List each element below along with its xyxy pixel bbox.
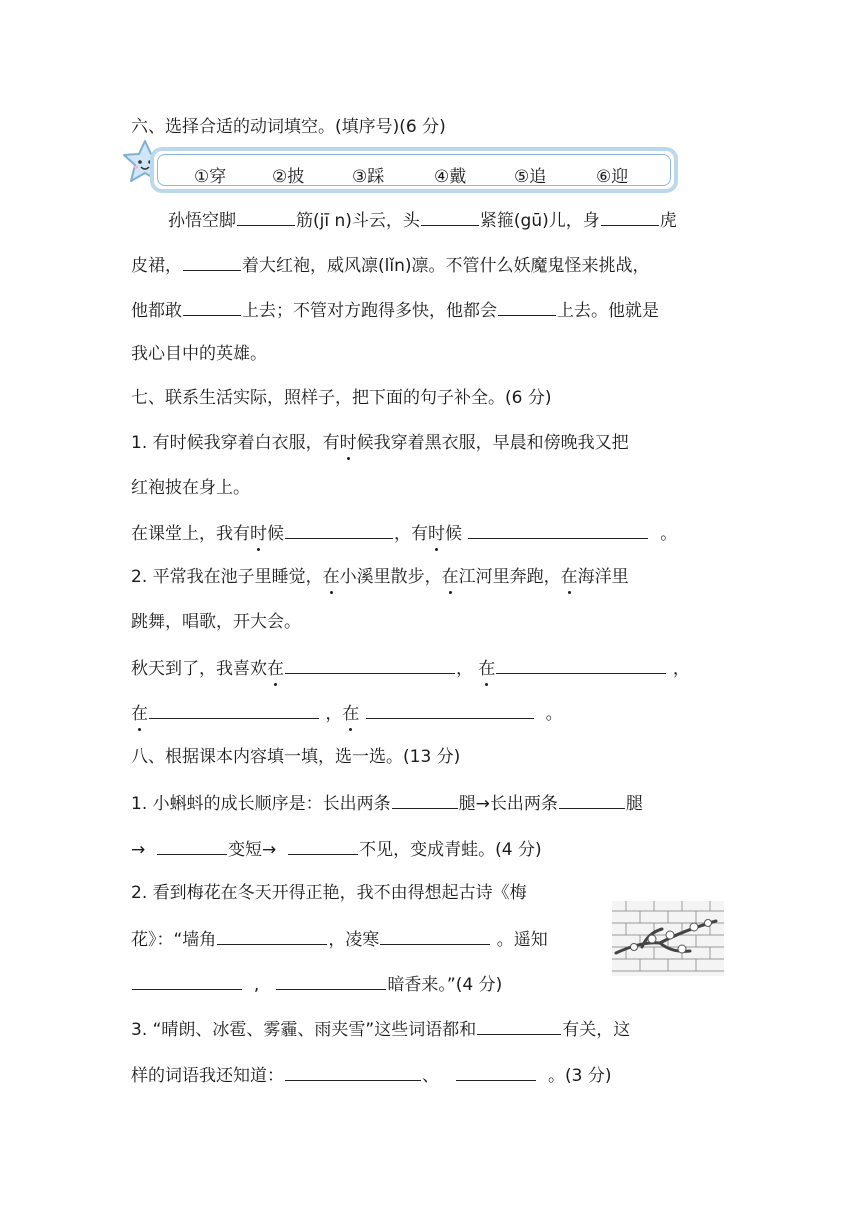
s7-q2-line-2: 跳舞，唱歌，开大会。 [131,612,301,632]
answer-blank[interactable] [456,1062,536,1081]
s7-q2-line-1: 2. 平常我在池子里睡觉，在小溪里散步，在江河里奔跑，在海洋里 [131,567,629,587]
s8-q2-line-2: 花》：“墙角 ，凌寒 。遥知 [131,926,548,952]
options-box [150,147,678,193]
s8-q2-line-3: , 暗香来。”(4 分) [131,971,502,997]
s7-q2-fill-line-1: 秋天到了，我喜欢在 ， 在 ， [131,655,690,681]
answer-blank[interactable] [421,207,479,226]
s8-q3-line-1: 3. “晴朗、冰雹、雾霾、雨夹雪”这些词语都和 有关，这 [131,1016,630,1042]
s6-paragraph-line-3: 他都敢 上去；不管对方跑得多快，他都会 上去。他就是 [131,297,659,323]
option-3: ③踩 [352,167,385,187]
s8-q1-line-2: → 变短→ 不见，变成青蛙。(4 分) [131,836,542,862]
s8-q1-line-1: 1. 小蝌蚪的成长顺序是：长出两条 腿→长出两条 腿 [131,790,643,816]
answer-blank[interactable] [601,207,659,226]
option-6: ⑥迎 [596,167,629,187]
option-1: ①穿 [194,167,227,187]
s8-q3-line-2: 样的词语我还知道： 、 。(3 分) [131,1062,612,1088]
answer-blank[interactable] [468,520,648,539]
answer-blank[interactable] [285,1062,421,1081]
answer-blank[interactable] [477,1016,561,1035]
answer-blank[interactable] [285,655,455,674]
answer-blank[interactable] [157,836,227,855]
plum-blossom-wall-illustration [612,901,724,976]
answer-blank[interactable] [149,700,319,719]
answer-blank[interactable] [217,926,327,945]
section-7-heading: 七、联系生活实际，照样子，把下面的句子补全。(6 分) [131,388,552,408]
answer-blank[interactable] [288,836,358,855]
s6-paragraph-line-4: 我心目中的英雄。 [131,344,267,364]
answer-blank[interactable] [559,790,625,809]
section-8-heading: 八、根据课本内容填一填，选一选。(13 分) [131,747,461,767]
answer-blank[interactable] [285,520,393,539]
s6-paragraph-line-1: 孙悟空脚 筋(jī n)斗云，头 紧箍(gū)儿，身 虎 [168,207,677,233]
answer-blank[interactable] [498,297,556,316]
s8-q2-line-1: 2. 看到梅花在冬天开得正艳，我不由得想起古诗《梅 [131,883,527,903]
s7-q1-line-2: 红袍披在身上。 [131,478,250,498]
option-2: ②披 [272,167,305,187]
answer-blank[interactable] [237,207,295,226]
s6-paragraph-line-2: 皮裙， 着大红袍，威风凛(lǐn)凛。不管什么妖魔鬼怪来挑战， [131,252,649,278]
answer-blank[interactable] [380,926,490,945]
answer-blank[interactable] [366,700,534,719]
option-4: ④戴 [434,167,467,187]
s7-q1-fill-line: 在课堂上，我有时候 ，有时候 。 [131,520,677,546]
answer-blank[interactable] [392,790,458,809]
option-5: ⑤追 [514,167,547,187]
s7-q2-fill-line-2: 在 ，在 。 [131,700,563,726]
answer-blank[interactable] [496,655,666,674]
answer-blank[interactable] [183,252,241,271]
answer-blank[interactable] [132,971,242,990]
answer-blank[interactable] [183,297,241,316]
answer-blank[interactable] [276,971,386,990]
s7-q1-line-1: 1. 有时候我穿着白衣服，有时候我穿着黑衣服，早晨和傍晚我又把 [131,433,629,453]
section-6-heading: 六、选择合适的动词填空。(填序号)(6 分) [131,117,446,137]
